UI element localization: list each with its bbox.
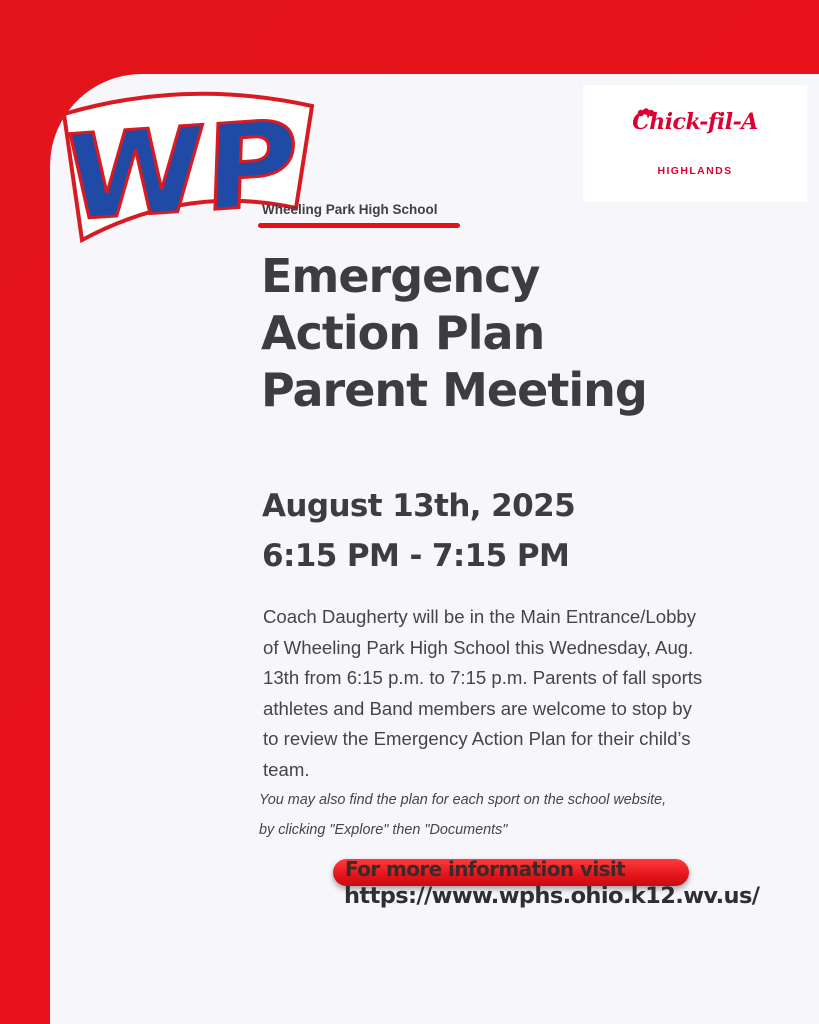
details-line: of Wheeling Park High School this Wednesday, Aug. [263,636,694,658]
details-line: 13th from 6:15 p.m. to 7:15 p.m. Parents of fall sports [263,667,703,688]
more-info-label: For more information visit [345,857,626,881]
event-details [263,602,763,785]
details-line: to review the Emergency Action Plan for their child’s [263,728,691,749]
headline-line: Parent Meeting [261,363,647,417]
school-name: Wheeling Park High School [262,202,438,217]
sponsor-logo-box [583,85,807,202]
note-line: You may also find the plan for each sport on the school website, [259,792,667,808]
cfa-wordmark: Chick-fil-A [632,109,758,135]
school-name-underline [258,223,460,228]
event-time: 6:15 PM - 7:15 PM [262,538,570,574]
event-date: August 13th, 2025 [262,488,576,524]
website-note [259,785,779,845]
headline [261,248,781,419]
cfa-location: HIGHLANDS [657,165,733,177]
details-line: team. [263,758,310,780]
wp-logo-letters: WP [62,95,285,248]
details-line: athletes and Band members are welcome to stop by [263,697,692,719]
headline-line: Emergency [261,249,540,303]
note-line: by clicking "Explore" then "Documents" [259,822,508,838]
website-link[interactable]: https://www.wphs.ohio.k12.wv.us/ [344,883,760,909]
details-line: Coach Daugherty will be in the Main Entrance/Lobby [263,606,697,627]
headline-line: Action Plan [261,306,545,360]
